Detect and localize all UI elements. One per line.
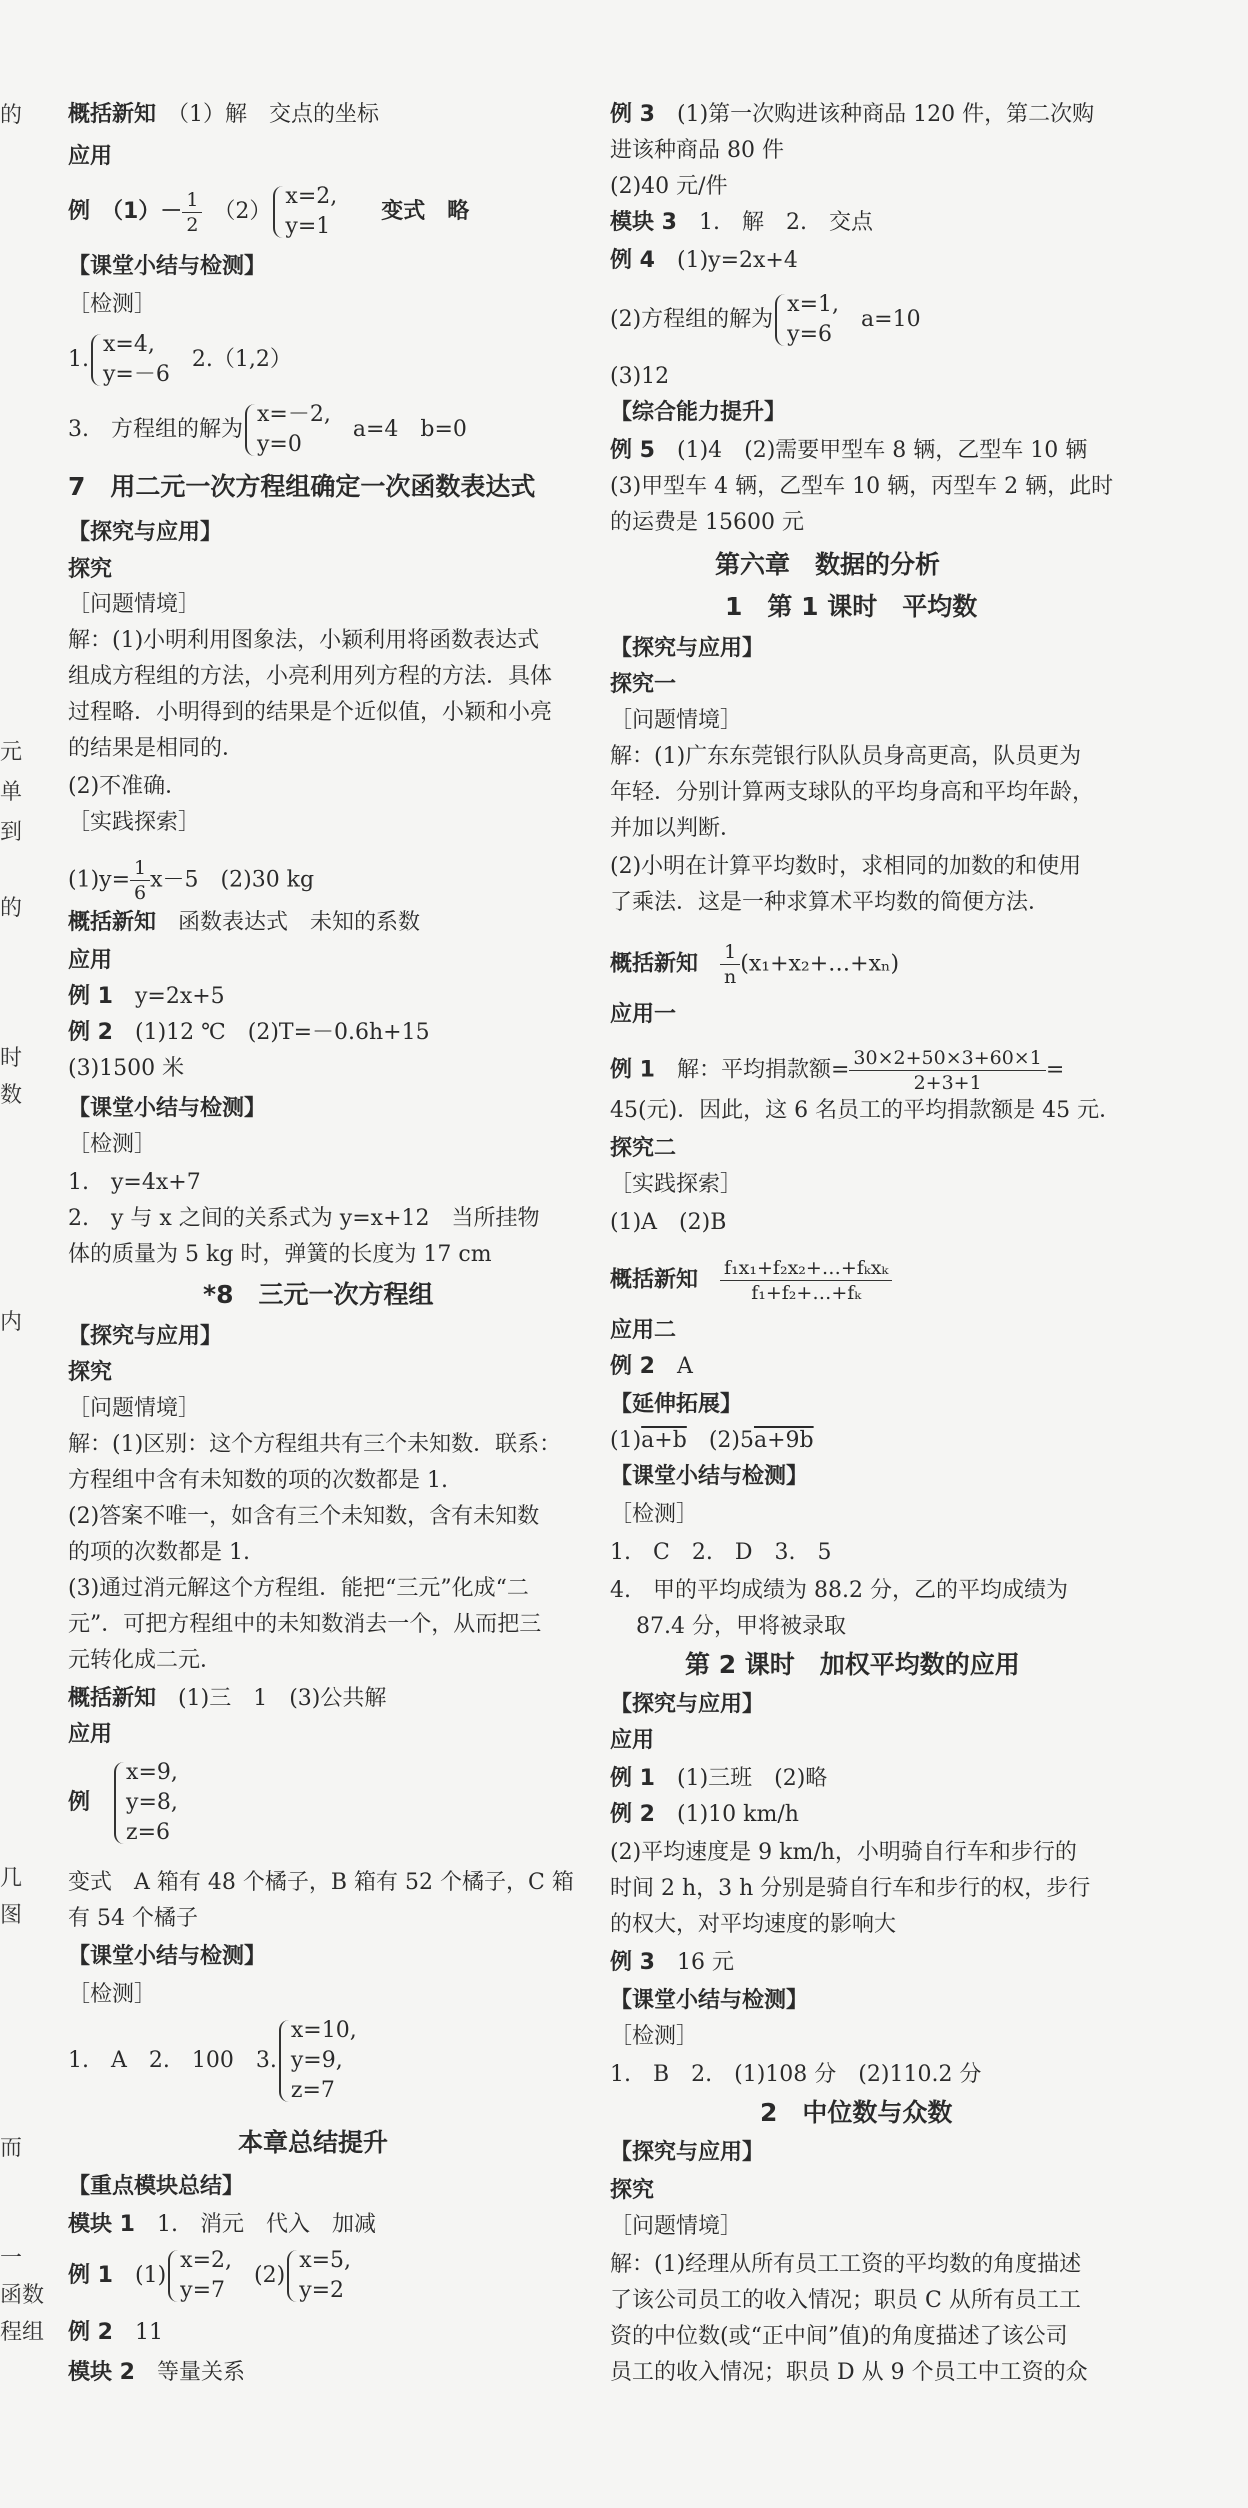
line: 【重点模块总结】	[68, 2174, 245, 2199]
line: ［检测］	[68, 1982, 157, 2007]
section-title: 第 2 课时 加权平均数的应用	[685, 1650, 1020, 1679]
line: 时间 2 h，3 h 分别是骑自行车和步行的权，步行	[610, 1876, 1091, 1901]
line: ［问题情境］	[610, 708, 743, 733]
edge-fragment: 时	[0, 1046, 23, 1071]
equation-system: x=2, y=7	[166, 2246, 232, 2306]
line: 解：(1)小明利用图象法，小颖利用将函数表达式	[68, 628, 540, 653]
line: 1. C 2. D 3. 5	[610, 1540, 832, 1565]
line: 例 2 11	[68, 2320, 163, 2345]
line: (2)答案不唯一，如含有三个未知数，含有未知数	[68, 1504, 540, 1529]
line: 体的质量为 5 kg 时，弹簧的长度为 17 cm	[68, 1242, 492, 1267]
line: 【探究与应用】	[68, 520, 223, 545]
line: (1)y= $\frac{1}{6}$ x－5 (2)30 kg	[68, 857, 315, 904]
equation-system: x=－2, y=0	[243, 400, 331, 460]
line: 例 1 (1) x=2, y=7 (2) x=5, y=2	[68, 2246, 351, 2306]
line: ［实践探索］	[68, 810, 201, 835]
line: 1. y=4x+7	[68, 1170, 201, 1195]
line: 探究	[68, 1360, 113, 1385]
line: 模块 1 1. 消元 代入 加减	[68, 2212, 376, 2237]
line: 【探究与应用】	[610, 1692, 765, 1717]
line: 探究一	[610, 672, 677, 697]
line: 有 54 个橘子	[68, 1906, 198, 1931]
line: 元转化成二元．	[68, 1648, 223, 1673]
line: ［检测］	[68, 1132, 157, 1157]
line: 例 2 (1)10 km/h	[610, 1802, 799, 1827]
line: 员工的收入情况；职员 D 从 9 个员工中工资的众	[610, 2360, 1088, 2385]
equation-system: x=2, y=1	[271, 182, 337, 242]
line: 进该种商品 80 件	[610, 138, 784, 163]
line: 【延伸拓展】	[610, 1392, 743, 1417]
line: 例 1 y=2x+5	[68, 984, 225, 1009]
line: 【课堂小结与检测】	[610, 1988, 809, 2013]
edge-fragment: 元	[0, 740, 23, 765]
section-title: 2 中位数与众数	[760, 2098, 953, 2127]
line: 解：(1)区别：这个方程组共有三个未知数．联系：	[68, 1432, 562, 1457]
line: ［实践探索］	[610, 1172, 743, 1197]
line: 模块 3 1. 解 2. 交点	[610, 210, 873, 235]
line: 【探究与应用】	[68, 1324, 223, 1349]
line: 3. 方程组的解为 x=－2, y=0 a=4 b=0	[68, 400, 467, 460]
line: 概括新知 $\frac{1}{n}$ (x₁+x₂+…+xₙ)	[610, 941, 900, 988]
line: 例 1 解：平均捐款额= $\frac{30\times 2+50\times 3+60\times 1}{2+3+1}$ =	[610, 1047, 1065, 1094]
line: 组成方程组的方法，小亮利用列方程的方法．具体	[68, 664, 553, 689]
line: 87.4 分，甲将被录取	[636, 1614, 846, 1639]
edge-fragment: 几	[0, 1866, 23, 1891]
line: 了乘法．这是一种求算术平均数的简便方法．	[610, 890, 1051, 915]
equation-system: x=10, y=9, z=7	[277, 2016, 357, 2106]
line: 探究二	[610, 1136, 677, 1161]
line: 资的中位数(或“正中间”值)的角度描述了该公司	[610, 2324, 1068, 2349]
line: 例 （1）－ $\frac{1}{2}$ （2） x=2, y=1 变式 略	[68, 182, 469, 242]
line: 应用	[68, 144, 113, 169]
chapter-title: 第六章 数据的分析	[715, 550, 941, 579]
edge-fragment: 数	[0, 1083, 23, 1108]
line: 的运费是 15600 元	[610, 510, 804, 535]
line: 模块 2 等量关系	[68, 2360, 245, 2385]
line: 了该公司员工的收入情况；职员 C 从所有员工工	[610, 2288, 1081, 2313]
line: (2)不准确．	[68, 774, 188, 799]
equation-system: x=4, y=－6	[89, 330, 170, 390]
line: 例 2 (1)12 ℃ (2)T=－0.6h+15	[68, 1020, 430, 1045]
edge-fragment: 单	[0, 780, 23, 805]
edge-fragment: 到	[0, 820, 23, 845]
line: (2)40 元/件	[610, 174, 728, 199]
line: ［问题情境］	[68, 592, 201, 617]
line: (2)小明在计算平均数时，求相同的加数的和使用	[610, 854, 1082, 879]
line: 并加以判断．	[610, 816, 743, 841]
line: (3)12	[610, 364, 670, 389]
edge-fragment: 一	[0, 2246, 23, 2271]
line: 1. A 2. 100 3. x=10, y=9, z=7	[68, 2016, 357, 2106]
equation-system: x=1, y=6	[773, 290, 839, 350]
line: 应用一	[610, 1002, 677, 1027]
line: 元”．可把方程组中的未知数消去一个，从而把三	[68, 1612, 542, 1637]
line: 例 2 A	[610, 1354, 693, 1379]
edge-fragment: 函数	[0, 2283, 45, 2308]
line: 的结果是相同的．	[68, 736, 245, 761]
section-title: 1 第 1 课时 平均数	[725, 592, 978, 621]
line: ［检测］	[610, 2024, 699, 2049]
equation-system: x=5, y=2	[285, 2246, 351, 2306]
line: 【课堂小结与检测】	[68, 1096, 267, 1121]
edge-fragment: 的	[0, 103, 23, 128]
line: 解：(1)广东东莞银行队队员身高更高，队员更为	[610, 744, 1082, 769]
line: 应用	[610, 1728, 655, 1753]
section-title: *8 三元一次方程组	[203, 1280, 434, 1309]
line: 【综合能力提升】	[610, 400, 787, 425]
line: 概括新知 （1）解 交点的坐标	[68, 102, 380, 127]
line: 例 1 (1)三班 (2)略	[610, 1766, 828, 1791]
line: 【探究与应用】	[610, 2140, 765, 2165]
line: 例 3 (1)第一次购进该种商品 120 件，第二次购	[610, 102, 1095, 127]
line: 【课堂小结与检测】	[68, 254, 267, 279]
section-title: 本章总结提升	[238, 2128, 389, 2157]
line: 1. B 2. (1)108 分 (2)110.2 分	[610, 2062, 982, 2087]
line: (1)a+b (2)5a+9b	[610, 1428, 814, 1453]
line: 应用	[68, 948, 113, 973]
line: 探究	[610, 2178, 655, 2203]
section-title: 7 用二元一次方程组确定一次函数表达式	[68, 472, 536, 501]
edge-fragment: 而	[0, 2136, 23, 2161]
line: 例 5 (1)4 (2)需要甲型车 8 辆，乙型车 10 辆	[610, 438, 1088, 463]
edge-fragment: 图	[0, 1903, 23, 1928]
line: (2)方程组的解为 x=1, y=6 a=10	[610, 290, 921, 350]
edge-fragment: 的	[0, 896, 23, 921]
fraction: $\frac{1}{n}$	[720, 940, 740, 989]
fraction: $\frac{1}{2}$	[182, 188, 202, 237]
line: 解：(1)经理从所有员工工资的平均数的角度描述	[610, 2252, 1082, 2277]
line: 概括新知 (1)三 1 (3)公共解	[68, 1686, 387, 1711]
equation-system: x=9, y=8, z=6	[112, 1758, 178, 1848]
line: 例 4 (1)y=2x+4	[610, 248, 798, 273]
line: ［问题情境］	[68, 1396, 201, 1421]
line: 方程组中含有未知数的项的次数都是 1.	[68, 1468, 448, 1493]
line: 4. 甲的平均成绩为 88.2 分，乙的平均成绩为	[610, 1578, 1068, 1603]
line: 年轻．分别计算两支球队的平均身高和平均年龄，	[610, 780, 1095, 805]
line: ［检测］	[610, 1502, 699, 1527]
line: (2)平均速度是 9 km/h，小明骑自行车和步行的	[610, 1840, 1077, 1865]
line: 概括新知 $\frac{\text{f₁x₁+f₂x₂+…+fₖxₖ}}{\text{f₁+f₂+…+fₖ}}$	[610, 1256, 892, 1305]
fraction: $\frac{\text{f₁x₁+f₂x₂+…+fₖxₖ}}{\text{f₁+f₂+…+fₖ}}$	[720, 1256, 892, 1305]
line: 【探究与应用】	[610, 636, 765, 661]
line: 1. x=4, y=－6 2.（1,2）	[68, 330, 292, 390]
line: 例 x=9, y=8, z=6	[68, 1758, 178, 1848]
line: (3)甲型车 4 辆，乙型车 10 辆，丙型车 2 辆，此时	[610, 474, 1114, 499]
fraction: $\frac{1}{6}$	[130, 856, 150, 905]
line: 探究	[68, 557, 113, 582]
line: 【课堂小结与检测】	[610, 1464, 809, 1489]
line: 的项的次数都是 1.	[68, 1540, 250, 1565]
line: 的权大，对平均速度的影响大	[610, 1912, 897, 1937]
line: ［检测］	[68, 292, 157, 317]
line: (3)通过消元解这个方程组．能把“三元”化成“二	[68, 1576, 529, 1601]
line: 概括新知 函数表达式 未知的系数	[68, 910, 421, 935]
line: 【课堂小结与检测】	[68, 1944, 267, 1969]
line: 过程略．小明得到的结果是个近似值，小颖和小亮	[68, 700, 553, 725]
line: ［问题情境］	[610, 2214, 743, 2239]
line: 45(元)．因此，这 6 名员工的平均捐款额是 45 元．	[610, 1098, 1122, 1123]
edge-fragment: 内	[0, 1310, 23, 1335]
fraction: $\frac{30\times 2+50\times 3+60\times 1}{2+3+1}$	[849, 1046, 1045, 1095]
line: (1)A (2)B	[610, 1210, 727, 1235]
line: 变式 A 箱有 48 个橘子，B 箱有 52 个橘子，C 箱	[68, 1870, 574, 1895]
line: 2. y 与 x 之间的关系式为 y=x+12 当所挂物	[68, 1206, 540, 1231]
line: (3)1500 米	[68, 1056, 185, 1081]
edge-fragment: 程组	[0, 2320, 45, 2345]
line: 例 3 16 元	[610, 1950, 734, 1975]
line: 应用	[68, 1722, 113, 1747]
line: 应用二	[610, 1318, 677, 1343]
